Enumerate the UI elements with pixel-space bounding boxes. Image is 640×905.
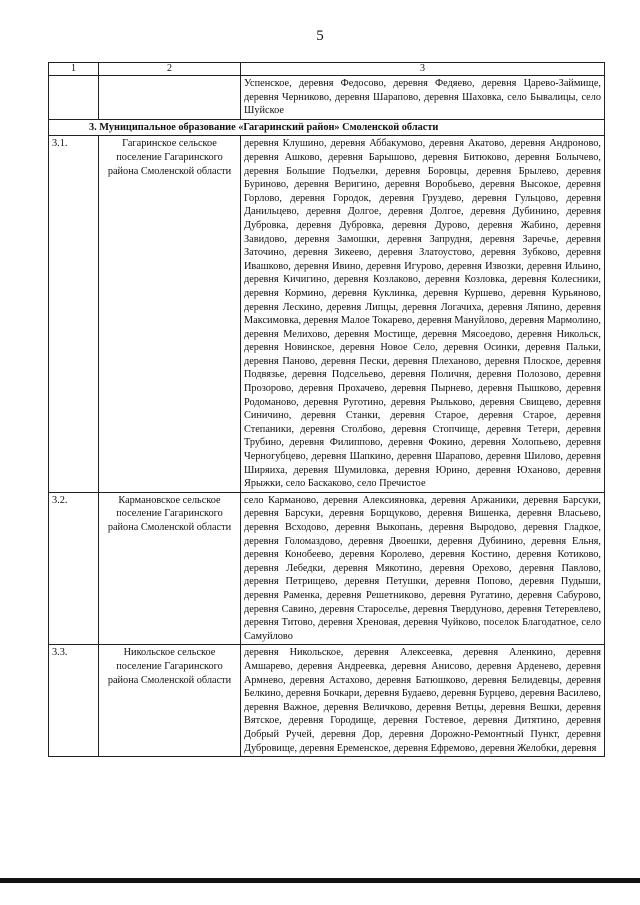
section-title: 3. Муниципальное образование «Гагаринский район» Смоленской области bbox=[49, 119, 605, 136]
row-number: 3.2. bbox=[49, 492, 99, 645]
column-header-2: 2 bbox=[99, 63, 241, 76]
table-row bbox=[49, 492, 605, 645]
page-number: 5 bbox=[316, 28, 324, 44]
settlement-list: село Карманово, деревня Алексияновка, деревня Аржаники, деревня Барсуки, деревня Барсуки, деревня Борщуково, деревня Вишенка, деревня Власьево, деревня Всходово, деревня Выкопань, деревня Выродово, деревня Гладкое, деревня Голомаздово, деревня Двоешки, деревня Дубинино, деревня Ельня, деревня Конобеево, деревня Королево, деревня Костино, деревня Котиково, деревня Лебедки, деревня Мякотино, деревня Орехово, деревня Павлово, деревня Петрищево, деревня Петушки, деревня Попово, деревня Пудыши, деревня Раменка, деревня Решетниково, деревня Ругатино, деревня Сабурово, деревня Савино, деревня Староселье, деревня Твердуново, деревня Тетеревлево, деревня Титово, деревня Хреновая, деревня Чуйково, поселок Благодатное, село Самуйлово bbox=[241, 492, 605, 645]
table-row bbox=[49, 645, 605, 757]
settlements-table bbox=[48, 62, 605, 757]
continuation-settlements: Успенское, деревня Федосово, деревня Федяево, деревня Царево-Займище, деревня Черниково, деревня Шарапово, деревня Шаховка, село Бывалицы, село Шуйское bbox=[241, 76, 605, 120]
bottom-border-rule bbox=[0, 878, 640, 883]
table-row bbox=[49, 136, 605, 492]
row-number: 3.3. bbox=[49, 645, 99, 757]
settlement-name: Кармановское сельское поселение Гагаринского района Смоленской области bbox=[99, 492, 241, 645]
row-number: 3.1. bbox=[49, 136, 99, 492]
continuation-name-cell bbox=[99, 76, 241, 120]
continuation-row bbox=[49, 76, 605, 120]
column-header-3: 3 bbox=[241, 63, 605, 76]
settlement-name: Гагаринское сельское поселение Гагаринского района Смоленской области bbox=[99, 136, 241, 492]
section-row bbox=[49, 119, 605, 136]
continuation-num-cell bbox=[49, 76, 99, 120]
settlement-list: деревня Никольское, деревня Алексеевка, деревня Аленкино, деревня Амшарево, деревня Андреевка, деревня Анисово, деревня Арденево, деревня Армнево, деревня Астахово, деревня Батюшково, деревня Белидевцы, деревня Белкино, деревня Бочкари, деревня Будаево, деревня Бурцево, деревня Василево, деревня Важное, деревня Величково, деревня Ветцы, деревня Вешки, деревня Вятское, деревня Городище, деревня Гостевое, деревня Дитятино, деревня Добрый Ручей, деревня Дор, деревня Дорожно-Ремонтный Пункт, деревня Дубровище, деревня Еременское, деревня Ефремово, деревня Желобки, деревня bbox=[241, 645, 605, 757]
settlement-name: Никольское сельское поселение Гагаринского района Смоленской области bbox=[99, 645, 241, 757]
table-header-row bbox=[49, 63, 605, 76]
column-header-1: 1 bbox=[49, 63, 99, 76]
settlement-list: деревня Клушино, деревня Аббакумово, деревня Акатово, деревня Андроново, деревня Ашково, деревня Барышово, деревня Битюково, деревня Болычево, деревня Большие Подъелки, деревня Боровцы, деревня Брылево, деревня Буриново, деревня Веригино, деревня Воробьево, деревня Высокое, деревня Горлово, деревня Городок, деревня Груздево, деревня Гульцово, деревня Данильцево, деревня Долгое, деревня Долгое, деревня Дубинино, деревня Дубровка, деревня Дубровка, деревня Дурово, деревня Жабино, деревня Завидово, деревня Замошки, деревня Запрудня, деревня Заречье, деревня Заточино, деревня Зикеево, деревня Златоустово, деревня Зубково, деревня Ивашково, деревня Ивино, деревня Игурово, деревня Извозки, деревня Ильино, деревня Кичигино, деревня Козлаково, деревня Козловка, деревня Колесники, деревня Кормино, деревня Куклинка, деревня Куршево, деревня Курьяново, деревня Лескино, деревня Липцы, деревня Логачиха, деревня Ляпино, деревня Максимовка, деревня Малое Токарево, деревня Мануйлово, деревня Мармолино, деревня Мелихово, деревня Мостище, деревня Мясоедово, деревня Никольск, деревня Новинское, деревня Новое Село, деревня Осинки, деревня Пальки, деревня Паново, деревня Пески, деревня Плеханово, деревня Плоское, деревня Подвязье, деревня Подсельево, деревня Поличня, деревня Полозово, деревня Прозорово, деревня Прохачево, деревня Пырнево, деревня Пышково, деревня Родоманово, деревня Руготино, деревня Рыльково, деревня Свищево, деревня Синичино, деревня Станки, деревня Старое, деревня Старое, деревня Степаники, деревня Столбово, деревня Стопчище, деревня Тетери, деревня Трубино, деревня Филиппово, деревня Фокино, деревня Холопьево, деревня Черногубцево, деревня Шапкино, деревня Шарапово, деревня Шилово, деревня Ширяиха, деревня Шумиловка, деревня Юрино, деревня Юханово, деревня Ярыжки, село Баскаково, село Пречистое bbox=[241, 136, 605, 492]
